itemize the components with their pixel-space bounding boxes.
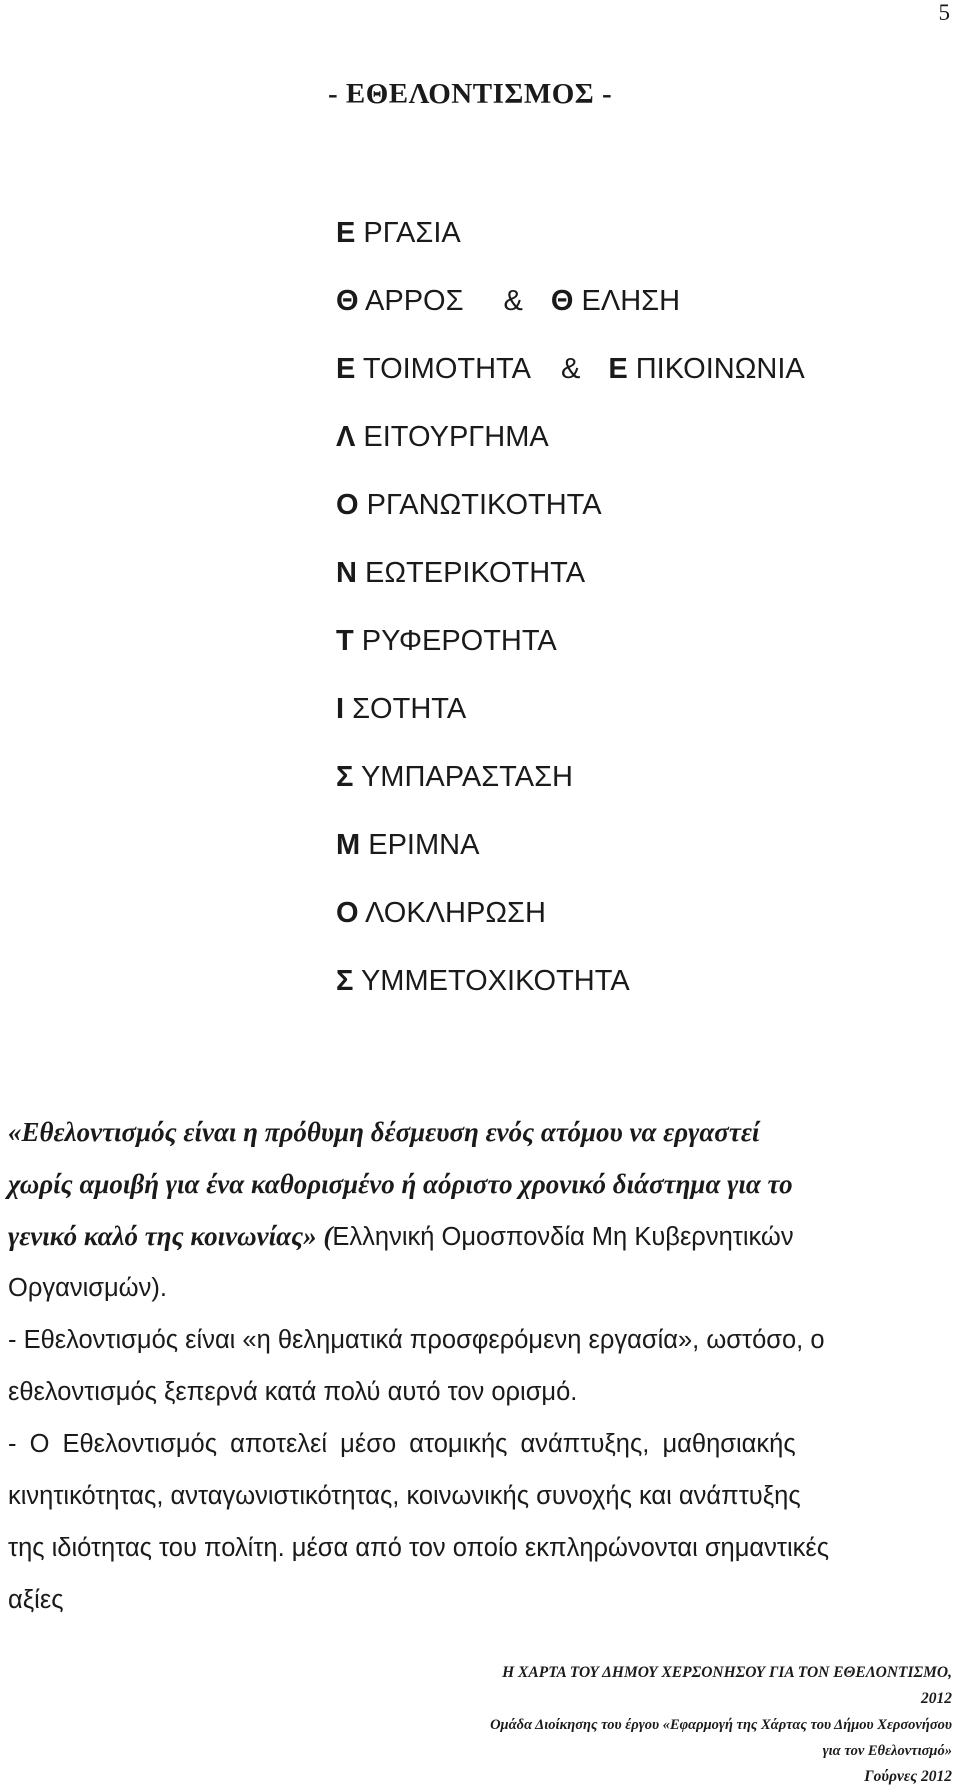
acrostic-item: Ε ΤΟΙΜΟΤΗΤΑ & Ε ΠΙΚΟΙΝΩΝΙΑ xyxy=(336,353,805,385)
acrostic-item: Θ ΑΡΡΟΣ & Θ ΕΛΗΣΗ xyxy=(336,285,681,317)
paragraph-personal-development: - Ο Εθελοντισμός αποτελεί μέσο ατομικής ανάπτυξης, μαθησιακής κινητικότητας, ανταγωνιστικότητας, κοινωνικής συνοχής και ανάπτυξης της ιδιότητας του πολίτη. μέσα από τον οποίο εκπληρώνονται σημαντικές αξίες xyxy=(8,1430,830,1614)
acrostic-item: Σ ΥΜΠΑΡΑΣΤΑΣΗ xyxy=(336,761,573,793)
footer-title: Η ΧΑΡΤΑ ΤΟΥ ΔΗΜΟΥ ΧΕΡΣΟΝΗΣΟΥ ΓΙΑ ΤΟΝ ΕΘΕΛΟΝΤΙΣΜΟ, 2012 xyxy=(502,1664,952,1707)
acrostic-item: Ο ΡΓΑΝΩΤΙΚΟΤΗΤΑ xyxy=(336,489,602,521)
paragraph-voluntary-work: - Εθελοντισμός είναι «η θεληματικά προσφερόμενη εργασία», ωστόσο, ο εθελοντισμός ξεπερνά κατά πολύ αυτό τον ορισμό. xyxy=(8,1326,825,1406)
acrostic-item: Ι ΣΟΤΗΤΑ xyxy=(336,693,467,725)
body-text xyxy=(8,1106,956,1626)
acrostic-list xyxy=(336,216,805,1032)
acrostic-item: Σ ΥΜΜΕΤΟΧΙΚΟΤΗΤΑ xyxy=(336,965,630,997)
acrostic-item: Ε ΡΓΑΣΙΑ xyxy=(336,217,461,249)
page-title: - ΕΘΕΛΟΝΤΙΣΜΟΣ - xyxy=(328,78,613,110)
acrostic-item: Μ ΕΡΙΜΝΑ xyxy=(336,829,480,861)
footer-place-year: Γούρνες 2012 xyxy=(864,1768,952,1785)
page-number: 5 xyxy=(938,0,950,25)
acrostic-item: Τ ΡΥΦΕΡΟΤΗΤΑ xyxy=(336,625,557,657)
page-footer xyxy=(480,1660,952,1790)
footer-team: Ομάδα Διοίκησης του έργου «Εφαρμογή της Χάρτας του Δήμου Χερσονήσου για τον Εθελοντισμό» xyxy=(490,1717,952,1759)
acrostic-item: Ο ΛΟΚΛΗΡΩΣΗ xyxy=(336,897,546,929)
acrostic-item: Λ ΕΙΤΟΥΡΓΗΜΑ xyxy=(336,421,549,453)
acrostic-item: Ν ΕΩΤΕΡΙΚΟΤΗΤΑ xyxy=(336,557,586,589)
definition-quote: «Εθελοντισμός είναι η πρόθυμη δέσμευση ενός ατόμου να εργαστεί χωρίς αμοιβή για ένα καθορισμένο ή αόριστο χρονικό διάστημα για το γενικό καλό της κοινωνίας» (Ελληνική Ομοσπονδία Μη Κυβερνητικών Οργανισμών). xyxy=(8,1117,794,1302)
